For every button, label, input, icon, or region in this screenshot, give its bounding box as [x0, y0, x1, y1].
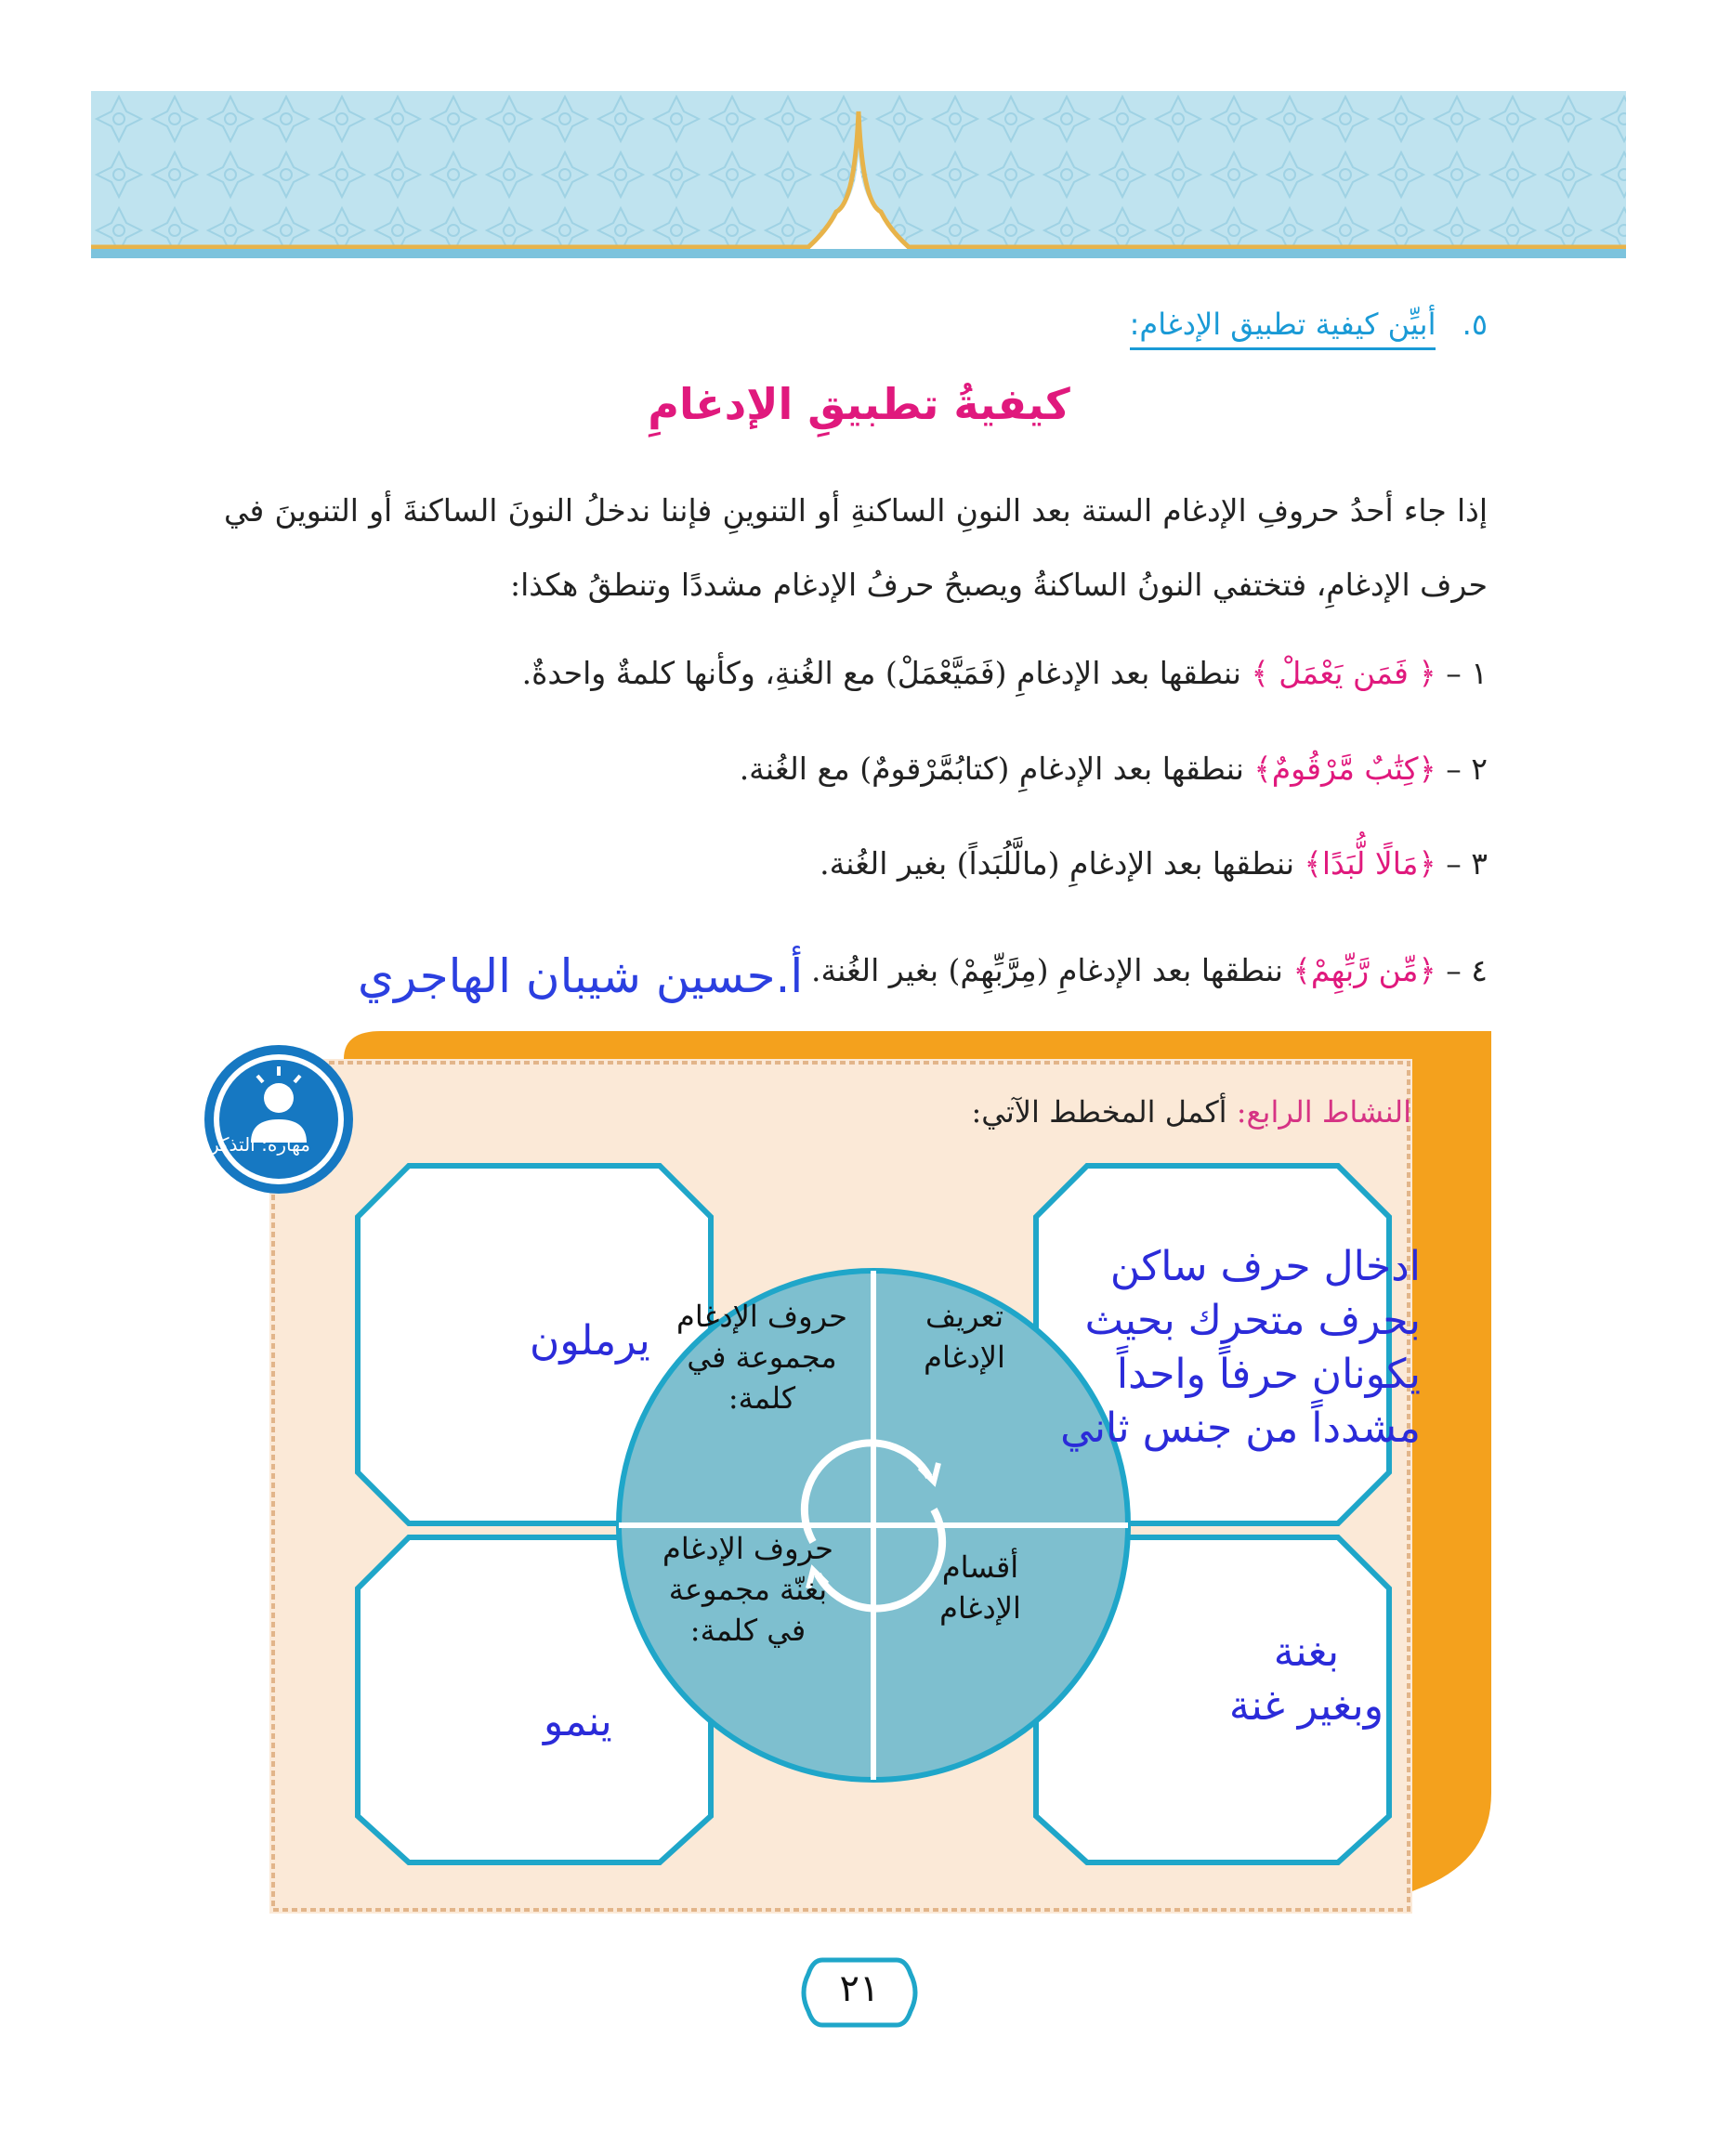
quran-text: ﴿ فَمَن يَعْمَلْ ﴾ — [1251, 655, 1436, 691]
skill-badge — [200, 1040, 358, 1198]
answer-line: وبغير غنة — [1228, 1682, 1384, 1730]
quran-text: ﴿مِّن رَّبِّهِمْ﴾ — [1292, 952, 1436, 988]
answer-line: بحرف متحرك بحيث — [1084, 1297, 1421, 1344]
quran-text: ﴿مَالًا لُّبَدًا﴾ — [1304, 845, 1436, 882]
example-text: ننطقها بعد الإدغامِ (مِرَّبِّهِمْ) بغير الغُنة. — [810, 952, 1283, 988]
answer-line: يكونان حرفاً واحداً — [1116, 1351, 1421, 1398]
skill-badge-label: مهارة: التذكر — [210, 1133, 310, 1156]
question-title — [1130, 307, 1488, 342]
answer-top-left: يرملون — [530, 1317, 650, 1365]
example-text: ننطقها بعد الإدغامِ (فَمَيَّعْمَلْ) مع الغُنةِ، وكأنها كلمةٌ واحدةٌ. — [521, 655, 1241, 691]
activity-title — [971, 1094, 1411, 1130]
quran-text: ﴿كِتَٰبٌ مَّرْقُومٌ﴾ — [1253, 751, 1436, 787]
question-number: ٥. — [1462, 307, 1488, 342]
answer-top-right — [1060, 1240, 1421, 1456]
quadrant-types-label: أقسام الإدغام — [939, 1549, 1021, 1626]
example-number: ١ – — [1446, 655, 1488, 691]
page-number: ٢١ — [839, 1967, 880, 2010]
intro-paragraph: إذا جاء أحدُ حروفِ الإدغام الستة بعد النونِ الساكنةِ أو التنوينِ فإننا ندخلُ النونَ الساكنةَ أو التنوينَ في حرف الإدغامِ، فتختفي النونُ الساكنةُ ويصبحُ حرفُ الإدغام مشددًا وتنطقُ هكذا: — [224, 492, 1488, 603]
activity-instruction: أكمل المخطط الآتي: — [971, 1094, 1227, 1130]
answer-line: ادخال حرف ساكن — [1109, 1243, 1421, 1290]
answer-bottom-right — [1229, 1626, 1384, 1733]
quadrant-ghunna-letters-label: حروف الإدغام بغنّة مجموعة في كلمة: — [662, 1531, 833, 1648]
quadrant-definition-label: تعريف الإدغام — [924, 1299, 1005, 1375]
example-text: ننطقها بعد الإدغامِ (كتابُمَّرْقومٌ) مع الغُنة. — [739, 751, 1244, 787]
example-4 — [811, 952, 1488, 988]
example-number: ٣ – — [1446, 845, 1488, 882]
activity-label: النشاط الرابع: — [1236, 1094, 1411, 1130]
example-2 — [740, 751, 1488, 787]
author-signature: أ.حسين شيبان الهاجري — [358, 949, 804, 1003]
answer-line: بغنة — [1273, 1628, 1340, 1676]
example-text: ننطقها بعد الإدغامِ (مالَّلُبَداً) بغير الغُنة. — [820, 845, 1295, 882]
answer-line: مشدداً من جنس ثاني — [1060, 1405, 1421, 1452]
example-3 — [820, 845, 1488, 882]
answer-bottom-left: ينمو — [544, 1698, 612, 1745]
example-number: ٤ – — [1446, 952, 1488, 988]
question-text: أبيِّن كيفية تطبيق الإدغام: — [1130, 307, 1436, 350]
example-number: ٢ – — [1446, 751, 1488, 787]
example-1 — [522, 655, 1488, 691]
quadrant-letters-label: حروف الإدغام مجموعة في كلمة: — [676, 1299, 847, 1416]
section-heading: كيفيةُ تطبيقِ الإدغامِ — [648, 379, 1070, 429]
header-ornament — [91, 91, 1626, 258]
